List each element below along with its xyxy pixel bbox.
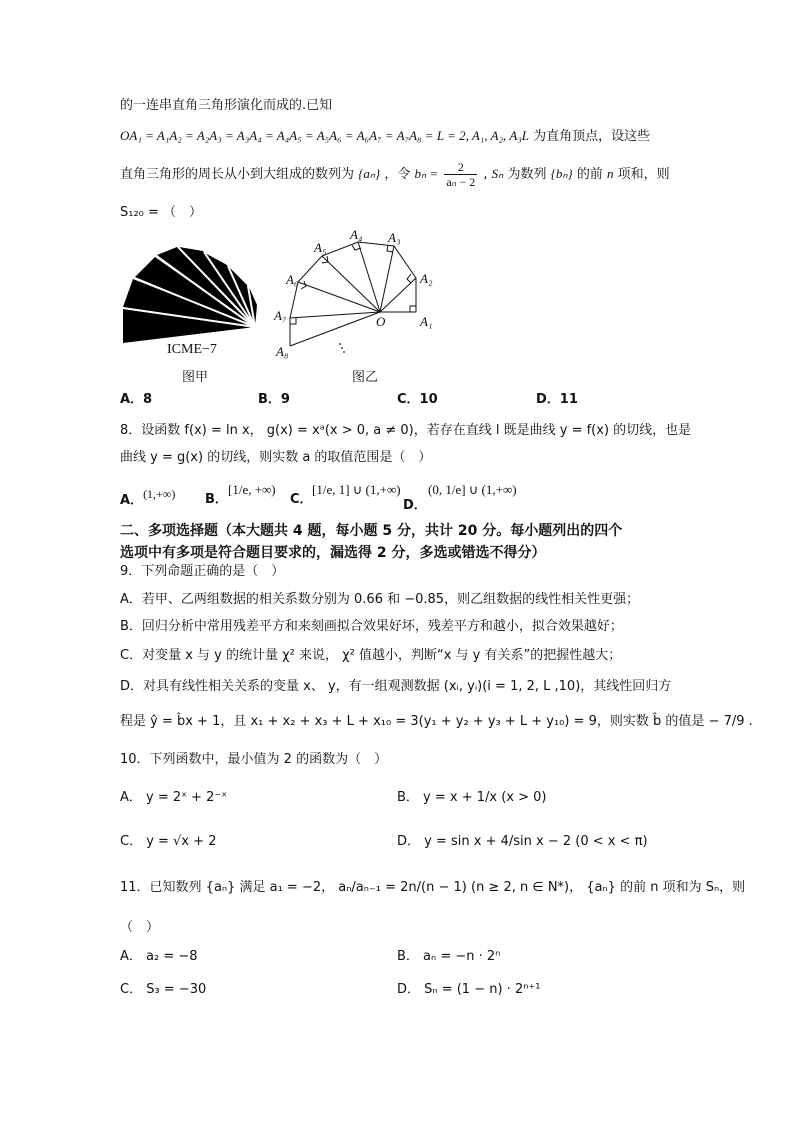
q7-option-d: D．11 — [536, 392, 578, 407]
q10-option-d: D． y = sin x + 4/sin x − 2 (0 < x < π) — [397, 834, 648, 849]
q8-option-d-label: D． — [403, 498, 427, 513]
point-a6: A₆ — [286, 272, 299, 287]
q11-stem: 11．已知数列 {aₙ} 满足 a₁ = −2， aₙ/aₙ₋₁ = 2n/(n − 1) (n ≥ 2, n ∈ N*)， {aₙ} 的前 n 项和为 Sₙ，则 — [120, 880, 746, 895]
point-a3: A₃ — [388, 230, 401, 245]
q7-frac-den: aₙ − 2 — [446, 175, 476, 189]
dot-2 — [341, 347, 343, 349]
q9-option-d1: D．对具有线性相关关系的变量 x、 y，有一组观测数据 (xᵢ, yᵢ)(i = 1, 2, L ,10)，其线性回归方 — [120, 679, 672, 694]
q7-line3-d: 为数列 — [507, 167, 547, 182]
q11-option-a: A． a₂ = −8 — [120, 949, 198, 964]
dot-3 — [343, 351, 345, 353]
figure-a — [115, 245, 265, 345]
q7-line3-b: ，令 — [384, 167, 411, 182]
q8-line2: 曲线 y = g(x) 的切线，则实数 a 的取值范围是（ ） — [120, 450, 432, 465]
q10-option-a: A． y = 2ˣ + 2⁻ˣ — [120, 790, 227, 805]
point-a7: A₇ — [274, 308, 287, 323]
q8-option-b: [1/e, +∞) — [228, 482, 276, 497]
q8-line1: 8．设函数 f(x) = ln x， g(x) = xᵃ(x > 0, a ≠ 0)，若存在直线 l 既是曲线 y = f(x) 的切线，也是 — [120, 423, 692, 438]
point-a4: A₄ — [350, 228, 363, 242]
point-a8: A₈ — [276, 344, 289, 359]
q8-option-c: [1/e, 1] ∪ (1,+∞) — [312, 482, 401, 497]
point-a2: A₂ — [420, 271, 433, 286]
q7-frac-num: 2 — [444, 160, 477, 175]
q9-option-a: A．若甲、乙两组数据的相关系数分别为 0.66 和 −0.85，则乙组数据的线性相关性更强； — [120, 592, 640, 607]
q7-line3-c: , — [483, 167, 488, 182]
q8-options — [120, 487, 176, 511]
spoke-a6 — [298, 282, 380, 312]
outer-edges — [290, 242, 416, 346]
spoke-a3 — [380, 246, 394, 312]
figure-b-caption: 图乙 — [352, 370, 379, 385]
q9-stem: 9．下列命题正确的是（ ） — [120, 564, 285, 579]
section-2-line1: 二、多项选择题（本大题共 4 题，每小题 5 分，共计 20 分。每小题列出的四个 — [120, 523, 623, 539]
q7-formula: OA₁ = A₁A₂ = A₂A₃ = A₃A₄ = A₄A₅ = A₅A₆ = A₆A₇ = A₇A₈ = L = 2, A₁, A₂, A₃L — [120, 128, 530, 143]
q11-option-c: C． S₃ = −30 — [120, 982, 207, 997]
q7-line3-f: 项和，则 — [617, 167, 670, 182]
q7-sn: Sₙ — [491, 166, 504, 181]
q8-option-c-wrap — [290, 490, 313, 510]
q10-stem: 10．下列函数中，最小值为 2 的函数为（ ） — [120, 752, 388, 767]
q7-line1: 的一连串直角三角形演化而成的.已知 — [120, 98, 333, 113]
q7-option-b: B．9 — [258, 392, 290, 407]
q7-bn: bₙ = — [414, 166, 439, 181]
q8-option-c-label: C． — [290, 492, 313, 507]
point-o: O — [376, 314, 386, 329]
q7-line2-tail: 为直角顶点，设这些 — [533, 129, 651, 144]
q8-option-b-label: B． — [205, 492, 228, 507]
figure-a-label: ICME−7 — [167, 342, 217, 357]
q9-option-c: C．对变量 x 与 y 的统计量 χ² 来说， χ² 值越小，判断“x 与 y 有关系”的把握性越大； — [120, 648, 622, 663]
figure-a-caption: 图甲 — [182, 370, 209, 385]
figure-b — [270, 228, 445, 363]
q8-option-a: (1,+∞) — [143, 487, 176, 501]
q7-seq: {aₙ} — [358, 166, 381, 181]
q7-n: n — [607, 166, 614, 181]
q7-line2 — [120, 126, 650, 147]
q7-line4: S₁₂₀ = （ ） — [120, 205, 203, 220]
point-a5: A₅ — [314, 240, 327, 255]
q7-line3 — [120, 160, 670, 189]
q11-option-d: D． Sₙ = (1 − n) · 2ⁿ⁺¹ — [397, 982, 541, 997]
q7-line3-a: 直角三角形的周长从小到大组成的数列为 — [120, 167, 355, 182]
dot-1 — [339, 343, 341, 345]
right-angle-a1 — [410, 306, 416, 312]
q8-option-d: (0, 1/e] ∪ (1,+∞) — [428, 482, 517, 497]
q11-paren: （ ） — [120, 920, 160, 935]
q7-option-c: C．10 — [397, 392, 438, 407]
q10-option-b: B． y = x + 1/x (x > 0) — [397, 790, 547, 805]
right-angle-a2 — [407, 274, 411, 283]
q9-option-b: B．回归分析中常用残差平方和来刻画拟合效果好坏，残差平方和越小，拟合效果越好； — [120, 619, 623, 634]
q10-option-c: C． y = √x + 2 — [120, 834, 217, 849]
q7-seq2: {bₙ} — [550, 166, 573, 181]
q7-fraction — [444, 160, 477, 189]
q8-option-d-wrap — [403, 496, 427, 516]
right-angle-a7 — [290, 318, 296, 324]
section-2-line2: 选项中有多项是符合题目要求的，漏选得 2 分，多选或错选不得分） — [120, 545, 546, 561]
point-a1: A₁ — [420, 314, 433, 329]
q8-option-a-label: A． — [120, 493, 144, 508]
q7-option-a: A．8 — [120, 392, 153, 407]
q9-option-d2: 程是 ŷ = b̂x + 1，且 x₁ + x₂ + x₃ + L + x₁₀ = 3(y₁ + y₂ + y₃ + L + y₁₀) = 9，则实数 b̂ 的值是 − 7/9 . — [120, 714, 753, 729]
q7-line3-e: 的前 — [576, 167, 603, 182]
q8-option-b-wrap — [205, 490, 228, 510]
q11-option-b: B． aₙ = −n · 2ⁿ — [397, 949, 501, 964]
right-angle-a6 — [301, 281, 306, 289]
